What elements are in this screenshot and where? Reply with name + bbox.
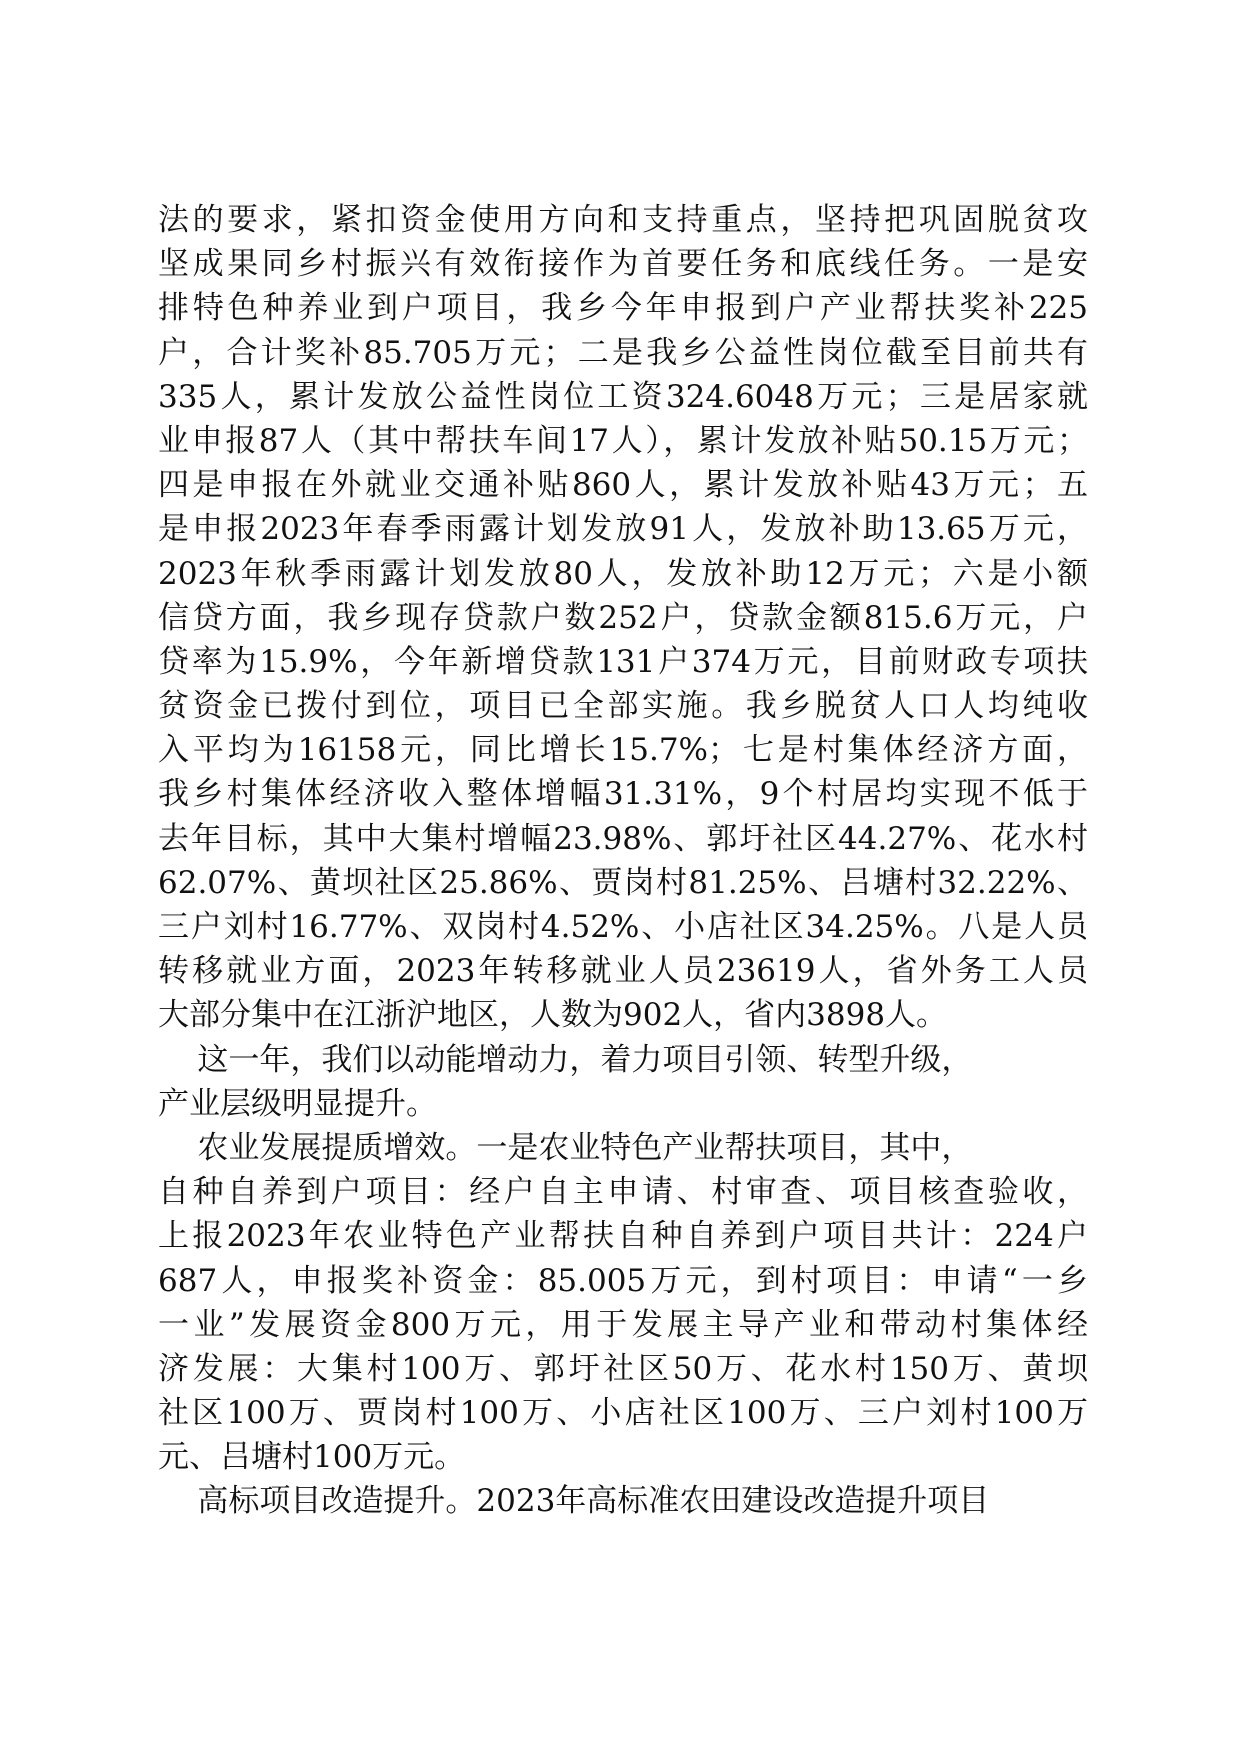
text-line-11: 贷率为15.9%，今年新增贷款131户374万元，目前财政专项扶 — [158, 643, 1088, 680]
text-line-30: 高标项目改造提升。2023年高标准农田建设改造提升项目 — [158, 1483, 990, 1520]
text-line-25: 687人，申报奖补资金：85.005万元，到村项目：申请“一乡 — [158, 1262, 1088, 1299]
text-line-3: 排特色种养业到户项目，我乡今年申报到户产业帮扶奖补225 — [158, 290, 1088, 327]
text-line-26: 一业”发展资金800万元，用于发展主导产业和带动村集体经 — [158, 1306, 1088, 1343]
text-line-23: 自种自养到户项目：经户自主申请、村审查、项目核查验收， — [158, 1174, 1088, 1211]
text-line-22: 农业发展提质增效。一是农业特色产业帮扶项目，其中， — [158, 1129, 973, 1166]
text-line-7: 四是申报在外就业交通补贴860人，累计发放补贴43万元；五 — [158, 467, 1088, 504]
text-line-13: 入平均为16158元，同比增长15.7%；七是村集体经济方面， — [158, 732, 1088, 769]
text-line-4: 户，合计奖补85.705万元；二是我乡公益性岗位截至目前共有 — [158, 334, 1088, 371]
body-text — [158, 198, 1088, 1524]
text-line-1: 法的要求，紧扣资金使用方向和支持重点，坚持把巩固脱贫攻 — [158, 202, 1088, 238]
text-line-8: 是申报2023年春季雨露计划发放91人，发放补助13.65万元， — [158, 511, 1088, 548]
text-line-10: 信贷方面，我乡现存贷款户数252户，贷款金额815.6万元，户 — [158, 599, 1088, 636]
text-line-9: 2023年秋季雨露计划发放80人，发放补助12万元；六是小额 — [158, 555, 1088, 592]
text-line-28: 社区100万、贾岗村100万、小店社区100万、三户刘村100万 — [158, 1395, 1088, 1432]
text-line-16: 62.07%、黄坝社区25.86%、贾岗村81.25%、吕塘村32.22%、 — [158, 864, 1088, 901]
text-line-24: 上报2023年农业特色产业帮扶自种自养到户项目共计：224户 — [158, 1218, 1088, 1255]
text-line-27: 济发展：大集村100万、郭圩社区50万、花水村150万、黄坝 — [158, 1350, 1088, 1387]
text-line-2: 坚成果同乡村振兴有效衔接作为首要任务和底线任务。一是安 — [158, 246, 1088, 283]
text-line-29: 元、吕塘村100万元。 — [158, 1439, 466, 1476]
text-line-6: 业申报87人（其中帮扶车间17人），累计发放补贴50.15万元； — [158, 422, 1088, 459]
text-line-21: 产业层级明显提升。 — [158, 1085, 437, 1122]
text-line-5: 335人，累计发放公益性岗位工资324.6048万元；三是居家就 — [158, 378, 1088, 415]
text-line-20: 这一年，我们以动能增动力，着力项目引领、转型升级， — [158, 1041, 973, 1078]
text-line-18: 转移就业方面，2023年转移就业人员23619人，省外务工人员 — [158, 953, 1088, 990]
text-line-19: 大部分集中在江浙沪地区，人数为902人，省内3898人。 — [158, 997, 948, 1034]
text-line-14: 我乡村集体经济收入整体增幅31.31%，9个村居均实现不低于 — [158, 776, 1088, 813]
text-line-15: 去年目标，其中大集村增幅23.98%、郭圩社区44.27%、花水村 — [158, 820, 1088, 857]
text-line-17: 三户刘村16.77%、双岗村4.52%、小店社区34.25%。八是人员 — [158, 909, 1088, 945]
text-line-12: 贫资金已拨付到位，项目已全部实施。我乡脱贫人口人均纯收 — [158, 688, 1088, 725]
